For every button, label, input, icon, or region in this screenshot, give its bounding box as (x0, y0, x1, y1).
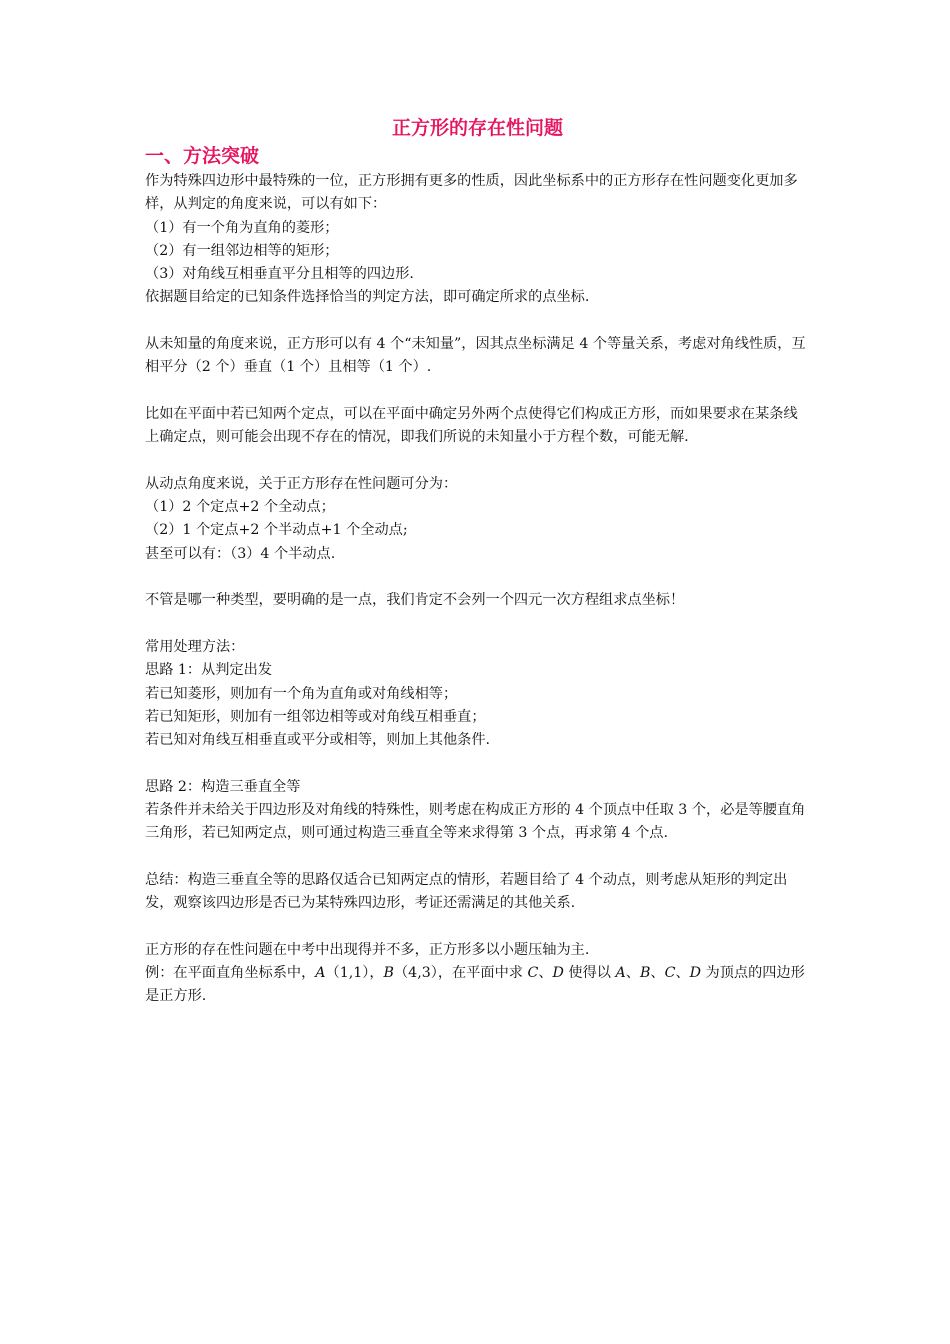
point-c-label: C (664, 965, 676, 982)
blank-line (145, 310, 810, 333)
point-a-coord: （1,1）， (325, 965, 384, 982)
point-d-label: D (689, 965, 702, 982)
example-problem (145, 962, 810, 1009)
idea1-item-2: 若已知矩形，则加有一组邻边相等或对角线互相垂直； (145, 708, 486, 725)
moving-points-intro: 从动点角度来说，关于正方形存在性问题可分为： (145, 475, 458, 492)
document-page (145, 114, 810, 1009)
blank-line (145, 450, 810, 473)
judge-conclusion: 依据题目给定的已知条件选择恰当的判定方法，即可确定所求的点坐标. (145, 289, 590, 306)
warning-paragraph: 不管是哪一种类型，要明确的是一点，我们肯定不会列一个四元一次方程组求点坐标！ (145, 592, 685, 609)
idea1-item-3: 若已知对角线互相垂直或平分或相等，则加上其他条件. (145, 732, 491, 749)
exam-note-paragraph: 正方形的存在性问题在中考中出现得并不多，正方形多以小题压轴为主. (145, 941, 590, 958)
point-a-label: A (615, 965, 626, 982)
example-suffix: 为顶点的四边形是正方形. (145, 965, 805, 1005)
blank-line (145, 613, 810, 636)
methods-intro: 常用处理方法： (145, 638, 245, 655)
summary-paragraph: 总结：构造三垂直全等的思路仅适合已知两定点的情形，若题目给了 4 个动点，则考虑从矩形的判定出发，观察该四边形是否已为某特殊四边形，考证还需满足的其他关系. (145, 871, 788, 912)
idea1-item-1: 若已知菱形，则加有一个角为直角或对角线相等； (145, 685, 458, 702)
judge-item-2: （2）有一组邻边相等的矩形； (145, 242, 339, 259)
judge-item-3: （3）对角线互相垂直平分且相等的四边形. (145, 266, 414, 283)
blank-line (145, 380, 810, 403)
point-b-label: B (639, 965, 651, 982)
judge-item-1: （1）有一个角为直角的菱形； (145, 219, 339, 236)
idea1-title: 思路 1：从判定出发 (145, 662, 273, 679)
blank-line (145, 916, 810, 939)
blank-line (145, 752, 810, 775)
blank-line (145, 566, 810, 589)
point-b-label: B (383, 965, 394, 982)
unknowns-paragraph: 从未知量的角度来说，正方形可以有 4 个“未知量”，因其点坐标满足 4 个等量关系，考虑对角线性质，互相平分（2 个）垂直（1 个）且相等（1 个）. (145, 336, 806, 376)
example-note-paragraph: 比如在平面中若已知两个定点，可以在平面中确定另外两个点使得它们构成正方形，而如果要求在某条线上确定点，则可能会出现不存在的情况，即我们所说的未知量小于方程个数，可能无解. (145, 405, 798, 446)
intro-paragraph: 作为特殊四边形中最特殊的一位，正方形拥有更多的性质，因此坐标系中的正方形存在性问题变化更加多样，从判定的角度来说，可以有如下： (145, 173, 798, 213)
moving-item-1: （1）2 个定点+2 个全动点； (145, 499, 335, 516)
blank-line (145, 846, 810, 869)
page-title: 正方形的存在性问题 (391, 117, 563, 139)
section-heading-method: 一、方法突破 (145, 145, 260, 167)
example-mid: 使得以 (563, 965, 616, 982)
point-b-coord: （4,3），在平面中求 (393, 965, 528, 982)
separator: 、 (650, 965, 665, 982)
moving-item-3: 甚至可以有：（3）4 个半动点. (145, 545, 336, 562)
point-d-label: D (552, 965, 564, 982)
separator: 、 (538, 965, 553, 982)
idea2-title: 思路 2：构造三垂直全等 (145, 778, 301, 795)
point-c-label: C (527, 965, 539, 982)
idea2-paragraph: 若条件并未给关于四边形及对角线的特殊性，则考虑在构成正方形的 4 个顶点中任取 3 个，必是等腰直角三角形，若已知两定点，则可通过构造三垂直全等来求得第 3 个点，再求第 4 个点. (145, 802, 806, 842)
separator: 、 (625, 965, 640, 982)
moving-item-2: （2）1 个定点+2 个半动点+1 个全动点; (145, 522, 408, 539)
point-a-label: A (315, 965, 326, 982)
example-prefix: 例：在平面直角坐标系中， (145, 965, 316, 982)
separator: 、 (675, 965, 690, 982)
